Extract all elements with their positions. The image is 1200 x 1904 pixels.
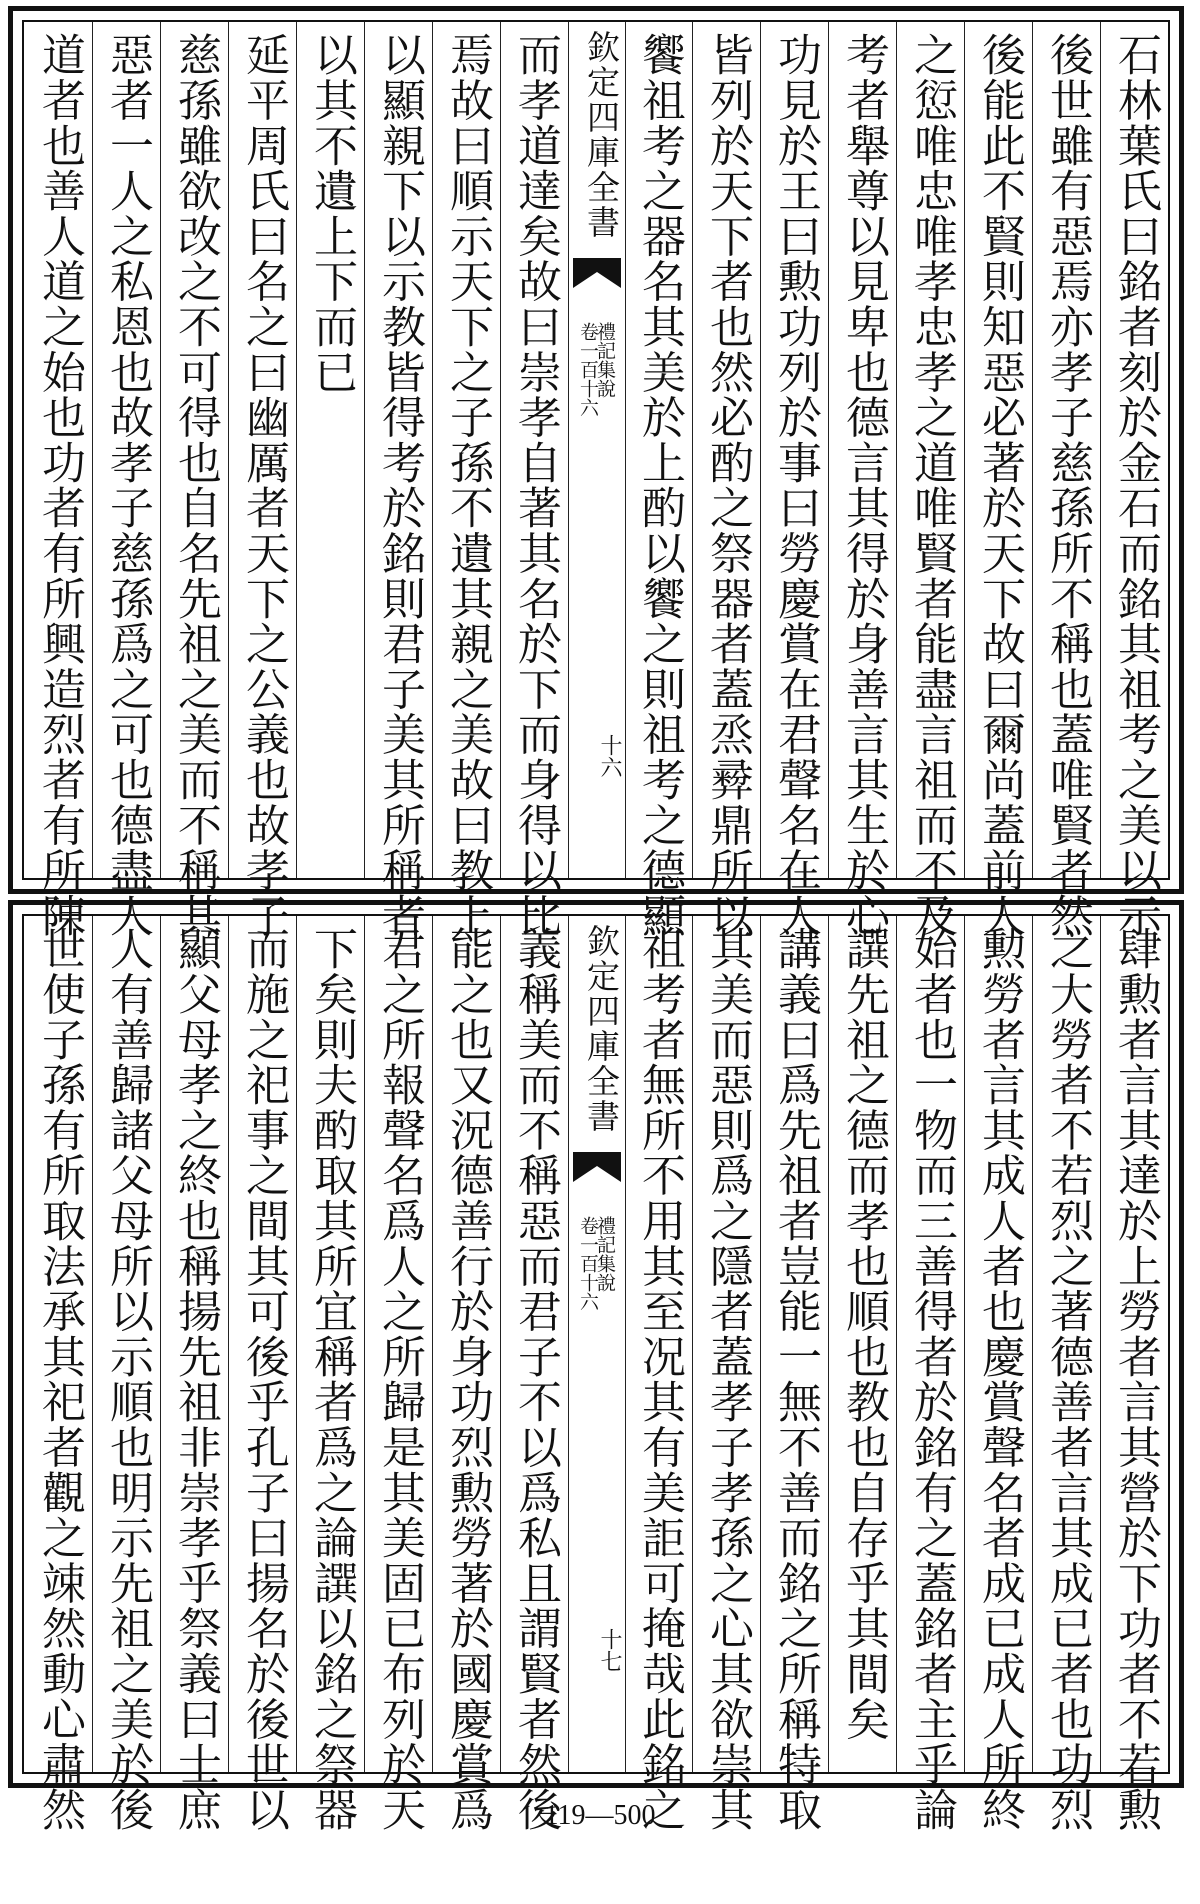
text-column xyxy=(760,22,828,938)
column-text: 義稱美而不稱惡而君子不以爲私且謂賢者然後 xyxy=(510,926,561,1832)
page-number: 119—500 xyxy=(544,1800,656,1831)
text-column xyxy=(1100,916,1168,1832)
column-text: 石林葉氏曰銘者刻於金石而銘其祖考之美以示 xyxy=(1110,32,1161,938)
volume-number: 卷一百十六 xyxy=(577,322,599,417)
column-text: 慈孫雖欲改之不可得也自名先祖之美而不稱其 xyxy=(170,32,221,938)
text-column xyxy=(896,22,964,938)
column-text: 之大勞者不若烈之著德善者言其成已者也功烈 xyxy=(1042,926,1093,1832)
column-text: 講義曰爲先祖者豈能一無不善而銘之所稱特取 xyxy=(770,926,821,1832)
column-text: 能之也又況德善行於身功烈勲勞著於國慶賞爲 xyxy=(442,926,493,1832)
fish-tail-mark-icon xyxy=(573,1152,621,1196)
text-column xyxy=(896,916,964,1832)
column-text: 惡者一人之私恩也故孝子慈孫爲之可也德盡人 xyxy=(102,32,153,938)
text-column xyxy=(964,916,1032,1832)
text-column xyxy=(500,916,568,1832)
column-text: 焉故曰順示天下之子孫不遺其親之美故曰教上 xyxy=(442,32,493,938)
column-text: 祖考者無所不用其至况其有美詎可掩哉此銘之 xyxy=(634,926,685,1832)
column-text: 下矣則夫酌取其所宜稱者爲之論譔以銘之祭器 xyxy=(306,926,357,1832)
column-text: 肆勲者言其達於上勞者言其營於下功者不若勲 xyxy=(1110,926,1161,1832)
collection-title: 欽定四庫全書 xyxy=(582,924,621,1134)
text-column xyxy=(92,22,160,938)
folio-number: 十七 xyxy=(597,1628,622,1672)
text-column xyxy=(1032,22,1100,938)
book-name: 禮記集說 xyxy=(594,322,616,398)
text-column xyxy=(624,22,692,938)
text-column xyxy=(296,916,364,1832)
text-column xyxy=(760,916,828,1832)
column-text: 考者舉尊以見卑也德言其得於身善言其生於心 xyxy=(838,32,889,938)
text-column xyxy=(500,22,568,938)
column-text: 勲勞者言其成人者也慶賞聲名者成已成人所終 xyxy=(974,926,1025,1832)
text-column xyxy=(296,22,364,878)
column-text: 饗祖考之器名其美於上酌以饗之則祖考之德顯 xyxy=(634,32,685,938)
column-text: 道者也善人道之始也功者有所興造烈者有所陳 xyxy=(34,32,85,938)
column-text: 後世雖有惡焉亦孝子慈孫所不稱也蓋唯賢者然 xyxy=(1042,32,1093,938)
text-column xyxy=(160,22,228,938)
column-text: 功見於王曰勲功列於事曰勞慶賞在君聲名在人 xyxy=(770,32,821,938)
text-column xyxy=(692,22,760,938)
column-text: 世使子孫有所取法承其祀者觀之竦然動心肅然 xyxy=(34,926,85,1832)
column-text: 人有善歸諸父母所以示順也明示先祖之美於後 xyxy=(102,926,153,1832)
text-column xyxy=(828,22,896,938)
column-text: 延平周氏曰名之曰幽厲者天下之公義也故孝子 xyxy=(238,32,289,938)
text-column xyxy=(1032,916,1100,1832)
folio-number: 十六 xyxy=(597,734,622,778)
column-text: 之愆唯忠唯孝忠孝之道唯賢者能盡言祖而不及 xyxy=(906,32,957,938)
page-top xyxy=(8,6,1184,938)
text-column xyxy=(228,916,296,1832)
text-column xyxy=(1100,22,1168,938)
text-column xyxy=(624,916,692,1832)
column-text: 以顯親下以示教皆得考於銘則君子美其所稱者 xyxy=(374,32,425,938)
volume-number: 卷一百十六 xyxy=(577,1216,599,1311)
column-text: 顯父母孝之終也稱揚先祖非崇孝乎祭義曰士庶 xyxy=(170,926,221,1832)
column-text: 以其不遺上下而已 xyxy=(306,32,357,395)
fish-tail-mark-icon xyxy=(573,258,621,302)
collection-title: 欽定四庫全書 xyxy=(582,30,621,240)
text-column xyxy=(432,916,500,1832)
column-text: 而施之祀事之間其可後乎孔子曰揚名於後世以 xyxy=(238,926,289,1832)
text-column xyxy=(92,916,160,1832)
text-column xyxy=(24,916,92,1832)
text-column xyxy=(964,22,1032,938)
column-text: 譔先祖之德而孝也順也教也自存乎其間矣 xyxy=(838,926,889,1742)
text-column xyxy=(228,22,296,938)
text-column xyxy=(828,916,896,1772)
text-column xyxy=(364,22,432,938)
text-column xyxy=(24,22,92,938)
text-column xyxy=(692,916,760,1832)
book-name: 禮記集說 xyxy=(594,1216,616,1292)
column-text: 其美而惡則爲之隱者蓋孝子孝孫之心其欲崇其 xyxy=(702,926,753,1832)
center-fold xyxy=(568,22,626,878)
column-text: 後能此不賢則知惡必著於天下故曰爾尚蓋前人 xyxy=(974,32,1025,938)
text-column xyxy=(364,916,432,1832)
page-top-frame xyxy=(22,20,1170,938)
column-text: 而孝道達矣故曰崇孝自著其名於下而身得以比 xyxy=(510,32,561,938)
center-fold xyxy=(568,916,626,1772)
column-text: 始者也一物而三善得者於銘有之蓋銘者主乎論 xyxy=(906,926,957,1832)
column-text: 君之所報聲名爲人之所歸是其美固已布列於天 xyxy=(374,926,425,1832)
text-column xyxy=(160,916,228,1832)
text-column xyxy=(432,22,500,938)
column-text: 皆列於天下者也然必酌之祭器者蓋烝彛鼎所以 xyxy=(702,32,753,938)
